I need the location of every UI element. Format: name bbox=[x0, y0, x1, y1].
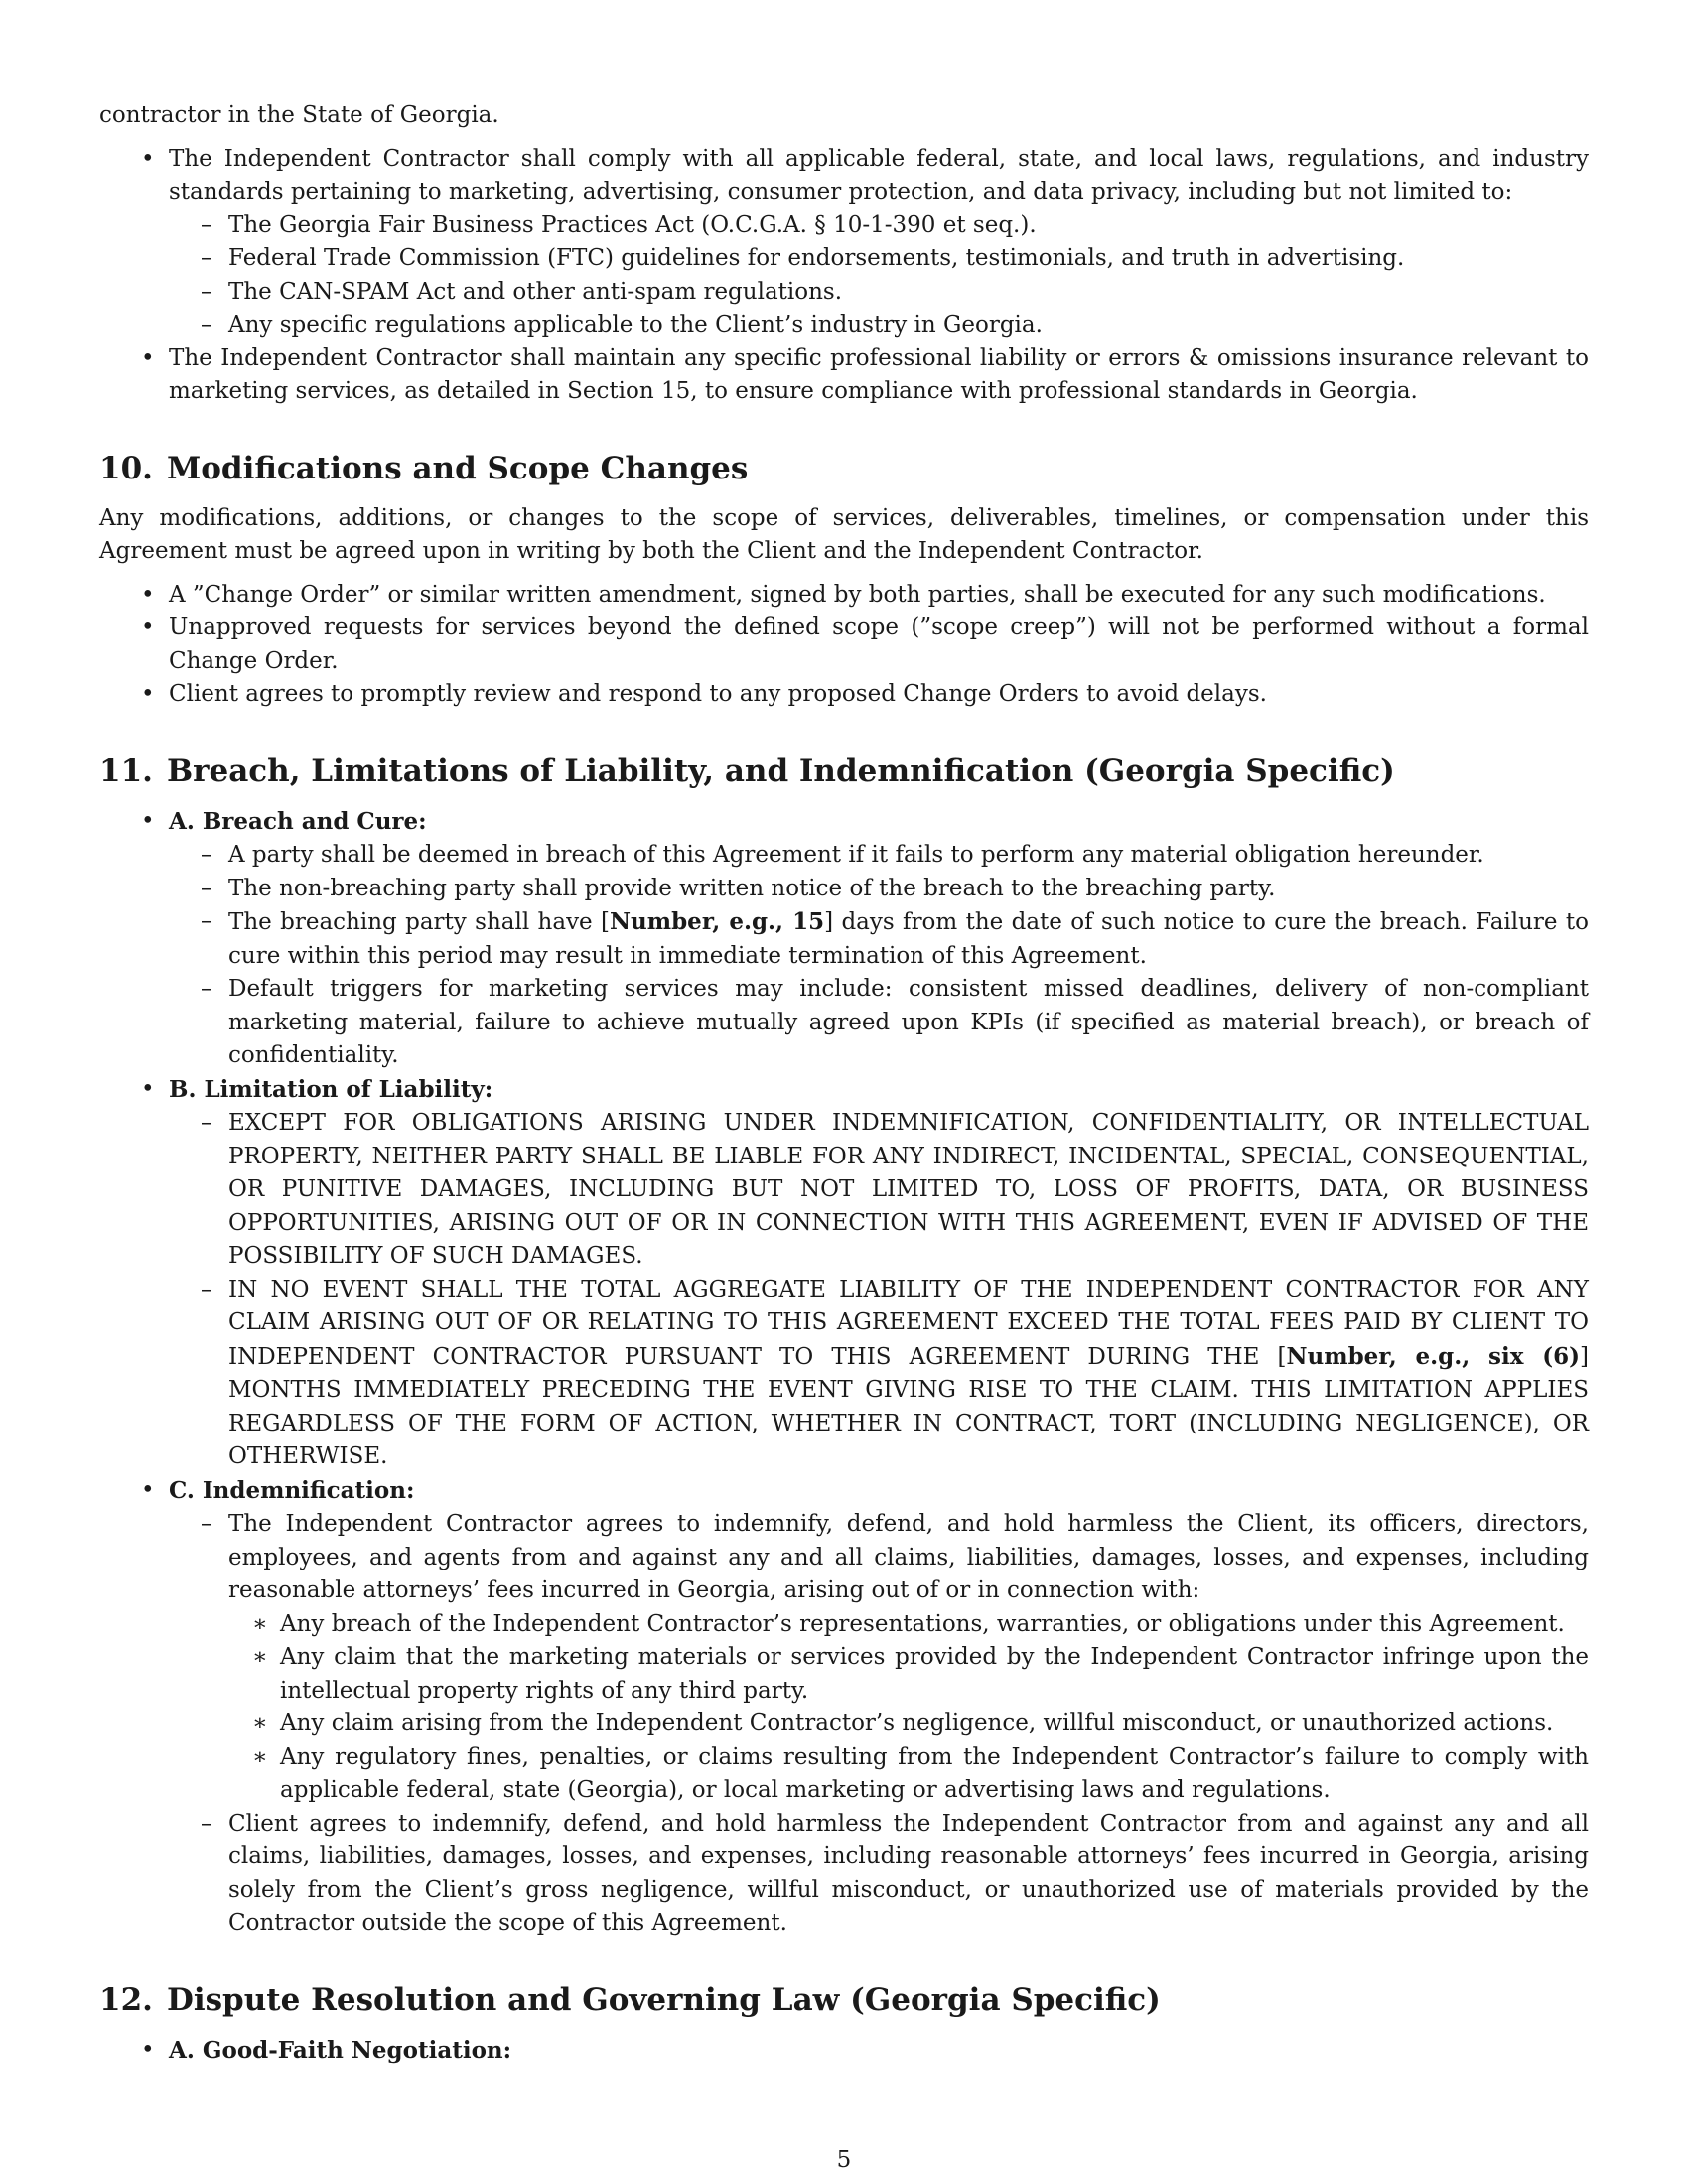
list-item: ∗ Any breach of the Independent Contractor’s representations, warranties, or obligations under this Agreement. bbox=[280, 1608, 1589, 1642]
indemnification-triggers bbox=[280, 1608, 1589, 1808]
list-item: – The Georgia Fair Business Practices Act (O.C.G.A. § 10-1-390 et seq.). bbox=[228, 209, 1589, 243]
list-item: – Default triggers for marketing services may include: consistent missed deadlines, delivery of non-compliant marketing material, failure to achieve mutually agreed upon KPIs (if specified as material breach), or breach of confidentiality. bbox=[228, 973, 1589, 1073]
subsection-heading: A. Breach and Cure: bbox=[169, 807, 427, 835]
indemnification-sublist bbox=[228, 1508, 1589, 1941]
section-number: 12. bbox=[99, 1981, 153, 2018]
text-segment: IN NO EVENT SHALL THE TOTAL AGGREGATE LIABILITY OF THE INDEPENDENT CONTRACTOR FOR ANY CLAIM ARISING OUT OF OR RELATING TO THIS AGREEMENT EXCEED THE TOTAL FEES PAID BY CLIENT TO INDEPENDENT CONTRACTOR PURSUANT TO THIS AGREEMENT DURING THE [ bbox=[228, 1276, 1589, 1370]
list-item: – Client agrees to indemnify, defend, and hold harmless the Independent Contractor from and against any and all claims, liabilities, damages, losses, and expenses, including reasonable attorneys’ fees incurred in Georgia, arising solely from the Client’s gross negligence, willful misconduct, or unauthorized use of materials provided by the Contractor outside the scope of this Agreement. bbox=[228, 1808, 1589, 1941]
section-number: 11. bbox=[99, 752, 153, 789]
list-item bbox=[169, 805, 1589, 1073]
section-9-list bbox=[169, 143, 1589, 409]
section-10-intro: Any modifications, additions, or changes to the scope of services, deliverables, timelines, or compensation under this Agreement must be agreed upon in writing by both the Client and the Independent Contractor. bbox=[99, 504, 1589, 564]
list-item bbox=[169, 143, 1589, 342]
page-number: 5 bbox=[836, 2147, 852, 2173]
section-number: 10. bbox=[99, 450, 153, 486]
list-item: – A party shall be deemed in breach of this Agreement if it fails to perform any material obligation hereunder. bbox=[228, 839, 1589, 873]
list-item: – Federal Trade Commission (FTC) guidelines for endorsements, testimonials, and truth in advertising. bbox=[228, 242, 1589, 276]
section-heading-11 bbox=[99, 751, 1589, 791]
placeholder-field: Number, e.g., 15 bbox=[610, 908, 825, 935]
list-item: • The Independent Contractor shall maintain any specific professional liability or errors & omissions insurance relevant to marketing services, as detailed in Section 15, to ensure compliance with professional standards in Georgia. bbox=[169, 342, 1589, 409]
list-item: ∗ Any claim that the marketing materials or services provided by the Independent Contractor infringe upon the intellectual property rights of any third party. bbox=[280, 1641, 1589, 1707]
subsection-heading: C. Indemnification: bbox=[169, 1476, 415, 1504]
subsection-heading: A. Good-Faith Negotiation: bbox=[169, 2036, 512, 2064]
list-item: – EXCEPT FOR OBLIGATIONS ARISING UNDER INDEMNIFICATION, CONFIDENTIALITY, OR INTELLECTUAL PROPERTY, NEITHER PARTY SHALL BE LIABLE FOR ANY INDIRECT, INCIDENTAL, SPECIAL, CONSEQUENTIAL, OR PUNITIVE DAMAGES, INCLUDING BUT NOT LIMITED TO, LOSS OF PROFITS, DATA, OR BUSINESS OPPORTUNITIES, ARISING OUT OF OR IN CONNECTION WITH THIS AGREEMENT, EVEN IF ADVISED OF THE POSSIBILITY OF SUCH DAMAGES. bbox=[228, 1107, 1589, 1274]
section-12-list bbox=[169, 2034, 1589, 2069]
section-title: Dispute Resolution and Governing Law (Georgia Specific) bbox=[166, 1981, 1161, 2018]
section-11-list bbox=[169, 805, 1589, 1941]
liability-sublist bbox=[228, 1107, 1589, 1474]
list-item bbox=[169, 2034, 1589, 2069]
list-item: – The non-breaching party shall provide written notice of the breach to the breaching party. bbox=[228, 873, 1589, 906]
text-segment: ] MONTHS IMMEDIATELY PRECEDING THE EVENT GIVING RISE TO THE CLAIM. THIS LIMITATION APPLIES REGARDLESS OF THE FORM OF ACTION, WHETHER IN CONTRACT, TORT (INCLUDING NEGLIGENCE), OR OTHERWISE. bbox=[228, 1343, 1589, 1469]
section-title: Breach, Limitations of Liability, and Indemnification (Georgia Specific) bbox=[166, 752, 1395, 789]
compliance-sublist bbox=[228, 209, 1589, 342]
section-10-list bbox=[169, 579, 1589, 712]
section-heading-12 bbox=[99, 1980, 1589, 2020]
list-item: ∗ Any regulatory fines, penalties, or claims resulting from the Independent Contractor’s failure to comply with applicable federal, state (Georgia), or local marketing or advertising laws and regulations. bbox=[280, 1741, 1589, 1808]
list-item bbox=[169, 1474, 1589, 1941]
text-segment: The breaching party shall have [ bbox=[228, 909, 611, 935]
list-item bbox=[169, 1073, 1589, 1474]
list-item: • Client agrees to promptly review and respond to any proposed Change Orders to avoid delays. bbox=[169, 678, 1589, 712]
list-item bbox=[228, 1508, 1589, 1808]
section-heading-10 bbox=[99, 449, 1589, 488]
list-item-text: The Independent Contractor agrees to indemnify, defend, and hold harmless the Client, its officers, directors, employees, and agents from and against any and all claims, liabilities, damages, losses, and expenses, including reasonable attorneys’ fees incurred in Georgia, arising out of or in connection with: bbox=[228, 1511, 1589, 1603]
page-content bbox=[99, 99, 1589, 2068]
list-item: • Unapproved requests for services beyond the defined scope (”scope creep”) will not be performed without a formal Change Order. bbox=[169, 612, 1589, 678]
text-segment: ] days from the date of such notice to cure the breach. Failure to cure within this period may result in immediate termination of this Agreement. bbox=[228, 909, 1589, 969]
subsection-heading: B. Limitation of Liability: bbox=[169, 1075, 493, 1103]
list-item: • A ”Change Order” or similar written amendment, signed by both parties, shall be executed for any such modifications. bbox=[169, 579, 1589, 613]
list-item-text: The Independent Contractor shall comply with all applicable federal, state, and local laws, regulations, and industry standards pertaining to marketing, advertising, consumer protection, and data privacy, including but not limited to: bbox=[169, 145, 1589, 205]
lead-text: contractor in the State of Georgia. bbox=[99, 102, 499, 128]
list-item bbox=[228, 905, 1589, 973]
list-item: ∗ Any claim arising from the Independent Contractor’s negligence, willful misconduct, or unauthorized actions. bbox=[280, 1707, 1589, 1741]
list-item: – The CAN-SPAM Act and other anti-spam regulations. bbox=[228, 276, 1589, 310]
list-item: – Any specific regulations applicable to the Client’s industry in Georgia. bbox=[228, 309, 1589, 342]
list-item bbox=[228, 1274, 1589, 1474]
section-title: Modifications and Scope Changes bbox=[166, 450, 749, 486]
placeholder-field: Number, e.g., six (6) bbox=[1286, 1342, 1581, 1370]
breach-sublist bbox=[228, 839, 1589, 1073]
